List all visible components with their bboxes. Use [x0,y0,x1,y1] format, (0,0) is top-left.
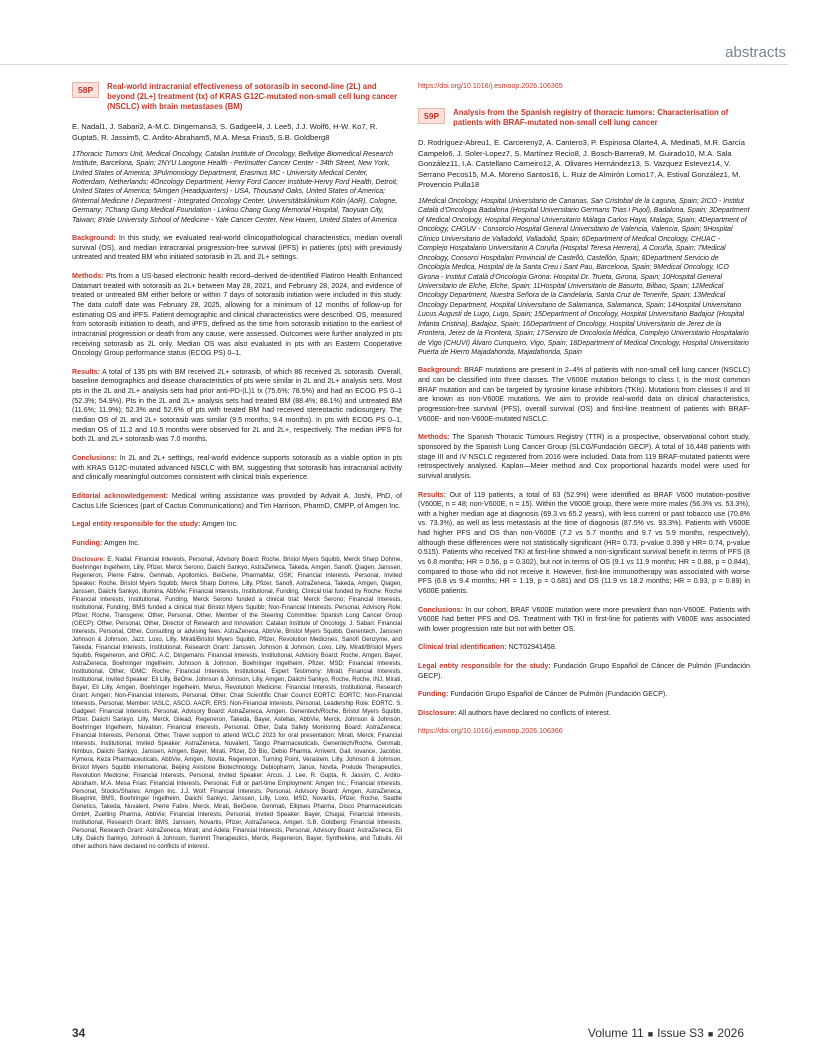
abstract-title: Real-world intracranial effectiveness of sotorasib in second-line (2L) and beyond (2L+) treatment (tx) of KRAS G12C-mutated non-small cell lung cancer (NSCLC) with brain metastases (BM) [107,82,398,112]
editorial-section: Editorial acknowledgement: Medical writing assistance was provided by Advait A. Joshi, PhD, of Cactus Life Sciences (part of Cactus Communications) and Tim Harrison, PharmD, CMPP, of Amgen Inc. [72,491,402,510]
author-list: D. Rodríguez-Abreu1, E. Carcereny2, A. Cantero3, P. Espinosa Olarte4, A. Medina5, M.R. García Campelo6, J. Soler-Lopez7, S. Martínez Recio8, J. Bosch-Barrera9, M. Guirado10, M.A. Sala González11, I.A. Castellano Carneiro12, A. Olivares Hernández13, S. Vazquez Estevez14, V. Serrano Pecos15, M.A. Moreno Santos16, L. Ruiz de Almirón Lomo17, A. Estival González1, M. Provencio Pulla18 [418,137,745,190]
abstract-number-badge: 58P [72,82,99,98]
affiliations: 1Thoracic Tumors Unit, Medical Oncology, Catalan Institute of Oncology, Bellvitge Biomedical Research Institute, Barcelona, Spain; 2NYU Langone Health - Perlmutter Cancer Center - 34th Street, New York, United States of America; 3Pulmonology Department, Erasmus MC - University Medical Center, Rotterdam, Netherlands; 4Oncology Department, Henry Ford Cancer Institute-Henry Ford Health, Detroit, United States of America; 5Amgen (Headquarters) - USA, Thousand Oaks, United States of America; 6Internal Medicine I Department - Integrated Oncology Center, Universitätsklinikum Köln (AöR), Cologne, Germany; 7Chang Gung Medical Foundation - Linkou Chang Gung Memorial Hospital, Taoyuan City, Taiwan; 8Yale University School of Medicine - Yale Cancer Center, New Haven, United States of America [72,150,399,224]
doi-link[interactable]: https://doi.org/10.1016/j.esmoop.2026.106365 [418,82,563,90]
legal-entity-section: Legal entity responsible for the study: Fundación Grupo Español de Cáncer de Pulmón (Fundación GECP). [418,662,750,680]
background-section: Background: BRAF mutations are present in 2–4% of patients with non-small cell lung cancer (NSCLC) and can be classified into three classes. The V600E mutation belongs to class I, is the most common BRAF mutation and can be targeted by tyrosine kinase inhibitors (TKIs). Mutations from classes II and III are known as non-V600E mutations. We aim to provide real-world data on clinical characteristics, progression-free survival (PFS), overall survival (OS) and first-line treatment of patients with BRAF-V600E- and non-V600E-mutated NSCLC. [418,366,750,423]
abstract-header [418,108,750,128]
results-section: Results: A total of 135 pts with BM received 2L+ sotorasib, of which 86 received 2L sotorasib. Overall, baseline demographics and disease characteristics of pts were similar in 2L and 2L+ analysis sets. Most pts in the 2L and 2L+ analysis sets had prior anti-PD-(L)1 tx (75.6%; 78.5%) and had an ECOG PS 0–1 (52.3%; 54.9%). Pts in the 2L and 2L+ analysis sets had treated BM (88.4%; 88.1%) and untreated BM (11.6%; 11.9%); 52.3% and 52.6% of pts with treated BM had received stereotactic radiosurgery. The median OS of 2L and 2L+ sotorasib was similar (9.5 months; 9.4 months). In pts with ECOG PS 0–1, median OS of 11.2 and 10.5 months were observed for 2L and 2L+, respectively. The median iPFS for both 2L and 2L+ sotorasib was 7.0 months. [72,367,402,444]
conclusions-section: Conclusions: In 2L and 2L+ settings, real-world evidence supports sotorasib as a viable option in pts with KRAS G12C-mutated advanced NSCLC with BM, suggesting that sotorasib has intracranial activity and clinically meaningful outcomes consistent with clinical trials experience. [72,453,402,482]
author-list: E. Nadal1, J. Sabari2, A-M.C. Dingemans3, S. Gadgeel4, J. Lee5, J.J. Wolf6, H-W. Ko7, R. Gupta5, R. Jassim5, C. Ardito-Abraham5, M.A. Mesa Frias5, S.B. Goldberg8 [72,122,378,142]
clinical-trial-section: Clinical trial identification: NCT02941458. [418,643,557,652]
results-section: Results: Out of 119 patients, a total of 63 (52.9%) were identified as BRAF V600 mutation-positive (V600E, n = 48; non-V600E, n = 15). Within the V600E group, there were more males (56.3% vs. 53.3%), with a higher median age at diagnosis (69.3 vs 65.2 years), with less current or past tobacco use (70.8% vs. 73.3%), as well as less metastasis at the time of diagnosis (87.5% vs. 93.3%). Patients with V600E had higher PFS and OS than non-V600E (7.2 vs 5.7 months and 9.7 vs 5.9 months, respectively), although these differences were not statistically significant (HR= 0.73, p-value 0.398 y HR= 0.74, p-value 0.515). Patients who received TKI at first-line showed a non-significant survival benefit in terms of PFS (8 vs 6.8 months; HR = 0.56, p = 0.302), but not in terms of OS (9.1 vs 11.9 months; HR = 0.88, p = 0.844), compared to those who did not receive it. However, first-line immunotherapy was associated with worse PFS (6.8 vs 9.4 months; HR = 1.19, p = 0.681) and OS (11.9 vs 18.2 months; HR = 0.93, p = 0.89) in V600E patients. [418,490,750,595]
abstract-title: Analysis from the Spanish registry of thoracic tumors: Characterisation of patients with BRAF-mutated non-small cell lung cancer [453,107,729,127]
page-footer [72,1026,744,1040]
page-number: 34 [72,1026,86,1040]
header-divider [0,64,788,65]
disclosure-section: Disclosure: All authors have declared no conflicts of interest. [418,709,611,718]
left-column [72,82,402,852]
doi-link[interactable]: https://doi.org/10.1016/j.esmoop.2026.106366 [418,726,563,735]
disclosure-section: Disclosure: E. Nadal: Financial Interests, Personal, Advisory Board: Roche, Bristol Myers Squibb, Merck Sharp Dohme, Boehringer Ingelheim, Lilly, Pfizer, Merck Serono, Daiichi Sankyo, AstraZeneca, Takeda, Amgen, Sanofi, Qiagen, Janssen, Regeneron, Pierre Fabre, Genmab, Apollomics, BeiGene, PharmaMar, GSK; Financial Interests, Personal, Invited Speaker: Roche, Bristol Myers Squibb, Merck Sharp Dohme, Lilly, Pfizer, Sanofi, AstraZeneca, Takeda, Amgen, Qiagen, Janssen, Daiichi Sankyo, Illumina, AbbVie; Financial Interests, Institutional, Funding, Clinical trial funded by Roche: Roche Financial Interests, Institutional, Funding, Merck Serono funded a clinical trial: Merck Serono; Financial Interests, Institutional, Funding, BMS funded a clinical trial: Bristol Myers Squibb; Non-Financial Interests, Personal, Advisory Role: Pfizer, Roche, Transgene; Other, Personal, Other, Member of the Steering Committee: Spanish Lung Cancer Group (GECP); Other, Personal, Other, Director of Research and Innovation: Catalan Institute of Oncology. J. Sabari: Financial Interests, Personal, Other, Consulting or advising fees: AstraZeneca, AbbVie, Bristol Myers Squibb, Genentech, Janssen Johnson & Johnson, Jazz, Loxo, Lilly, Mirati/Bristol Myers Squibb, Pfizer, Revolution Medicines, Sanofi Genzyme, and Takeda; Financial Interests, Institutional, Research Grant: Janssen, Johnson & Johnson, Loxo, Lilly, Mirati/Bristol Myers Squibb, Regeneron, and ORIC. A.C. Dingemans: Financial Interests, Institutional, Advisory Board: Roche, Amgen, Bayer, AstraZeneca, Boehringer Ingelheim, Johnson & Johnson, Boehringer Ingelheim, Pfizer, MSD; Financial Interests, Institutional, Other, IDMC: Roche; Financial Interests, Institutional, Expert Testimony: Mirati; Financial Interests, Institutional, Invited Speaker: Eli Lilly, BeOne, Johnson & Johnson, Lilly, Amgen, Daiichi Sankyo, Roche, Roche, INJ, Mirati, Bayer, Eli Lilly, Amgen, Boehringer Ingelheim, Merus, Revolution Medicine; Financial Interests, Institutional, Research Grant: Amgen; Non-Financial Interests, Personal, Other, Chair Scientific Chair Council EORTC: EORTC; Non-Financial Interests, Personal, Member: IASLC, ASCO, AACR, ERS; Non-Financial Interests, Personal, Leadership Role: EORTC. S. Gadgeel: Financial Interests, Personal, Advisory Board: AstraZeneca, Amgen, Genentech/Roche, Bristol Myers Squibb, Pfizer, Daiichi Sankyo, Lilly, Merck, Gilead, Regeneron, Takeda, Bayer, Astellas, AbbVie, Merck, Johnson & Johnson, Boehringer Ingelheim, Nuvation; Financial Interests, Personal, Other, Data Safety Monitoring Board: AstraZeneca; Financial Interests, Personal, Other, Travel support to attend WCLC 2023 for oral presentation: Mirati, Merck; Financial Interests, Institutional, Invited Speaker: AstraZeneca, Nuvalent, Tango Pharmaceuticals, Genentech/Roche, Genmab, Nimbus, Daiichi Sankyo, Janssen, Amgen, Bayer, Mirati, Pfizer, D3 Bio, Debio Pharma, Arrivent, Gail, Iovance, Jacobio, Kymera, Keza Pharmaceuticals, AbbVie, Amgen, Novita, Regeneron, Turning Point, Verastem, Lilly, Johnson & Johnson, Bristol Myers Squibb International, Beijing Avistone Biotechnology, Debiopharm, Janux, Novita, Prelude Therapeutics, Revolution Medicine; Financial Interests, Personal, Invited Speaker: Arcus. J. Lee, R. Gupta, R. Jassim, C. Ardito-Abraham, M.A. Mesa Frias: Financial Interests, Personal, Full or part-time Employment: Amgen Inc.; Financial Interests, Personal, Stocks/Shares: Amgen Inc. J.J. Wolf: Financial Interests, Personal, Advisory Board: Amgen, AstraZeneca, Blueprint, BMS, Boehringer Ingelheim, Daiichi Sankyo, Janssen, Lilly, Loxo, MSD, Novartis, Pfizer, Roche, Seattle Genetics, Takeda, Nuvalent, Pierre Fabre, Merck, Mirati, BeiGene, Genmab, Ellipses Pharma, Disco Pharmaceuticals GmbH, Zuelling Pharma, AbbVie; Financial Interests, Personal, Invited Speaker: Bayer, Chugai; Financial Interests, Institutional, Research Grant: BMS, Janssen, Novartis, Pfizer, AstraZeneca, Amgen. S.B. Goldberg: Financial Interests, Personal, Research Grant: AstraZeneca, Mirati; and Adela; Financial Interests, Personal, Advisory Board: AstraZeneca, Eli Lilly, Daiichi Sankyo, Johnson & Johnson, Summit Therapeutics, Merck, Regeneron, Bayer, Synthekine, and Tubulis. All other authors have declared no conflicts of interest. [72,557,402,851]
background-section: Background: In this study, we evaluated real-world clinicopathological characteristics, median overall survival (OS), and median intracranial progression-free survival (iPFS) in patients (pts) with previously untreated and treated BM who initiated sotorasib in 2L and 2L+ settings. [72,234,402,262]
methods-section: Methods: The Spanish Thoracic Tumours Registry (TTR) is a prospective, observational cohort study, sponsored by the Spanish Lung Cancer Group (SLCG/Fundación GECP). A total of 16,448 patients with stage III and IV NSCLC registered from 2016 were included. Data from 119 BRAF-mutated patients were retrospectively analysed. Kaplan—Meier method and Cox proportional hazards model were used for survival analysis. [418,433,750,480]
right-column [418,82,750,736]
journal-section-header: abstracts [725,44,786,61]
volume-issue: Volume 11 ■ Issue S3 ■ 2026 [587,1026,744,1040]
abstract-number-badge: 59P [418,108,445,124]
funding-section: Funding: Fundación Grupo Español de Cáncer de Pulmón (Fundación GECP). [418,690,668,699]
methods-section: Methods: Pts from a US-based electronic health record–derived de-identified Flatiron Health Enhanced Datamart treated with sotorasib as 2L+ between May 28, 2021, and February 28, 2024, and evidence of treated or untreated BM either before or within 7 days of sotorasib initiation were included in this study. The data cutoff date was February 28, 2025, allowing for a minimum of 12 months of follow-up for estimating OS and iPFS. Patient demographic and clinical characteristics were described. OS, measured from sotorasib initiation to death, and iPFS, defined as the time from sotorasib initiation to the earliest of intracranial progression or death from any cause, were assessed. Outcomes were further analyzed in pts receiving sotorasib as 2L only. Median OS was also evaluated in pts with an Eastern Cooperative Oncology Group performance status (ECOG PS) 0–1. [72,272,402,358]
legal-entity-section: Legal entity responsible for the study: Amgen Inc. [72,520,238,529]
abstract-header [72,82,402,112]
affiliations: 1Medical Oncology, Hospital Universitario de Canarias, San Cristobal de la Laguna, Spain; 2ICO - Institut Català d'Oncologia Badalona (Hospital Universitario Germans Trias i Pujol), Badalona, Spain; 3Department of Medical Oncology, Hospital Regional Universitario Málaga Carlos Haya, Malaga, Spain; 4Department of Oncology, CHGUV - Consorcio Hospital General Universitario de Valencia, Valencia, Spain; 5Hospital Clínico Universitario de Valladolid, Valladolid, Spain; 6Department of Medical Oncology, CHUAC - Complejo Hospitalario Universitario A Coruña (Hospital Teresa Herrera), A Coruña, Spain; 7Medical Oncology, Consorci Hospitalari Provincial de Castelló, Castellón, Spain; 8Department Servicio de Oncología Medica, Hospital de la Santa Creu i Sant Pau, Barcelona, Spain; 9Medical Oncology, ICO Girona - Institut Català d'Oncologia Girona: Hospital Dr. Trueta, Girona, Spain; 10Hospital General Universitario de Elche, Elche, Spain; 11Hospital Universitario de Basurto, Bilbao, Spain; 12Medical Oncology Department, Nuestra Señora de la Candelaria, Santa Cruz de Tenerife, Spain; 13Medical Oncology Department, Hospital Universitario de Salamanca, Salamanca, Spain; 14Hospital Universitario Lucus Augusti de Lugo, Lugo, Spain; 15Department of Oncology, Hospital Universitario Badajoz (Hospital Infanta Cristina), Badajoz, Spain; 16Department of Oncology, Hospital Universitario de Jerez de la Frontera, Jerez de la Frontera, Spain; 17Servizo de Oncoloxía Médica, Complejo Universitario Hospitalario de Vigo (CHUVI) Álvaro Cunqueiro, Vigo, Spain; 18Department of Medical Oncology, Hospital Universitario Puerta de Hierro Majadahonda, Majadahonda, Spain [418,198,750,357]
abstract-59p [418,108,750,737]
conclusions-section: Conclusions: In our cohort, BRAF V600E mutation were more prevalent than non-V600E. Patients with V600E had better PFS and OS. Treatment with TKI in first-line for patients with V600E was associated with lower progression rate but not with better OS. [418,605,750,633]
funding-section: Funding: Amgen Inc. [72,538,140,547]
